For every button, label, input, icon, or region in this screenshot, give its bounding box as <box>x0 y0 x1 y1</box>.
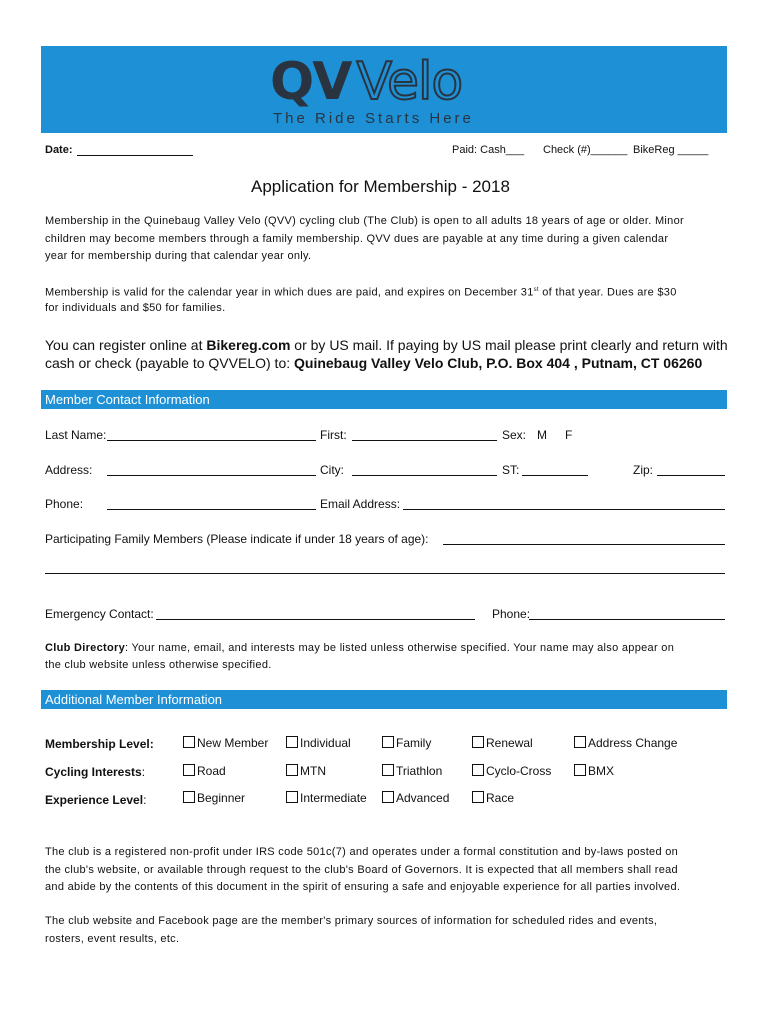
emergency-contact-label: Emergency Contact: <box>45 607 154 621</box>
sex-m-option[interactable]: M <box>537 428 547 442</box>
checkbox[interactable] <box>574 764 586 776</box>
register-line-1: You can register online at Bikereg.com or by US mail. If paying by US mail please print clearly and return with <box>45 337 728 353</box>
first-name-label: First: <box>320 428 347 442</box>
mailing-address: Quinebaug Valley Velo Club, P.O. Box 404 , Putnam, CT 06260 <box>294 355 703 371</box>
email-label: Email Address: <box>320 497 401 511</box>
footer-line-3: and abide by the contents of this document in the spirit of ensuring a safe and enjoyable experience for all parties involved. <box>45 881 681 893</box>
option-beginner[interactable]: Beginner <box>183 791 245 805</box>
emergency-phone-field[interactable] <box>529 619 725 620</box>
footer-line-2: the club's website, or available through request to the club's Board of Governors. It is expected that all members shall read <box>45 864 678 876</box>
membership-level-label: Membership Level: <box>45 737 154 751</box>
checkbox[interactable] <box>183 764 195 776</box>
bikereg: BikeReg _____ <box>633 144 709 156</box>
emergency-contact-field[interactable] <box>156 619 475 620</box>
intro-line-1: Membership in the Quinebaug Valley Velo (QVV) cycling club (The Club) is open to all adults 18 years of age or older. Minor <box>45 215 684 227</box>
checkbox[interactable] <box>183 736 195 748</box>
footer-line-4: The club website and Facebook page are the member's primary sources of information for scheduled rides and events, <box>45 915 658 927</box>
intro-line-3: year for membership during that calendar year only. <box>45 250 312 262</box>
contact-section-header: Member Contact Information <box>41 390 727 409</box>
option-family[interactable]: Family <box>382 736 431 750</box>
first-name-field[interactable] <box>352 440 497 441</box>
family-members-label: Participating Family Members (Please indicate if under 18 years of age): <box>45 532 429 546</box>
checkbox[interactable] <box>574 736 586 748</box>
checkbox[interactable] <box>472 764 484 776</box>
city-field[interactable] <box>352 475 497 476</box>
paid-cash: Paid: Cash___ <box>452 144 525 156</box>
checkbox[interactable] <box>382 764 394 776</box>
page-title: Application for Membership - 2018 <box>251 177 510 196</box>
phone-label: Phone: <box>45 497 84 511</box>
club-directory-line-2: the club website unless otherwise specified. <box>45 659 272 671</box>
option-individual[interactable]: Individual <box>286 736 351 750</box>
sex-label: Sex: <box>502 428 527 442</box>
address-field[interactable] <box>107 475 316 476</box>
option-cyclo-cross[interactable]: Cyclo-Cross <box>472 764 551 778</box>
register-line-2: cash or check (payable to QVVELO) to: Quinebaug Valley Velo Club, P.O. Box 404 , Putnam, CT 06260 <box>45 355 703 371</box>
checkbox[interactable] <box>472 791 484 803</box>
sex-f-option[interactable]: F <box>565 428 573 442</box>
checkbox[interactable] <box>286 791 298 803</box>
option-race[interactable]: Race <box>472 791 514 805</box>
address-label: Address: <box>45 463 93 477</box>
last-name-field[interactable] <box>107 440 316 441</box>
city-label: City: <box>320 463 344 477</box>
checkbox[interactable] <box>472 736 484 748</box>
family-members-field-2[interactable] <box>45 573 725 574</box>
additional-section-header: Additional Member Information <box>41 690 727 709</box>
option-bmx[interactable]: BMX <box>574 764 614 778</box>
option-renewal[interactable]: Renewal <box>472 736 533 750</box>
intro-line-2: children may become members through a family membership. QVV dues are payable at any time during a given calendar <box>45 233 669 245</box>
option-new-member[interactable]: New Member <box>183 736 268 750</box>
checkbox[interactable] <box>382 736 394 748</box>
bikereg-link[interactable]: Bikereg.com <box>206 337 291 353</box>
option-triathlon[interactable]: Triathlon <box>382 764 442 778</box>
cycling-interests-label: Cycling Interests: <box>45 765 146 779</box>
option-address-change[interactable]: Address Change <box>574 736 677 750</box>
phone-field[interactable] <box>107 509 316 510</box>
logo-qv-text: QV <box>270 52 351 112</box>
option-advanced[interactable]: Advanced <box>382 791 449 805</box>
checkbox[interactable] <box>183 791 195 803</box>
zip-field[interactable] <box>657 475 725 476</box>
date-label: Date: <box>45 144 73 156</box>
checkbox[interactable] <box>286 736 298 748</box>
logo-velo-text: Velo <box>356 52 463 112</box>
option-intermediate[interactable]: Intermediate <box>286 791 367 805</box>
state-label: ST: <box>502 463 520 477</box>
state-field[interactable] <box>522 475 588 476</box>
date-field[interactable] <box>77 155 193 156</box>
experience-level-label: Experience Level: <box>45 793 147 807</box>
option-mtn[interactable]: MTN <box>286 764 326 778</box>
footer-line-1: The club is a registered non-profit under IRS code 501c(7) and operates under a formal constitution and by-laws posted on <box>45 846 679 858</box>
email-field[interactable] <box>403 509 725 510</box>
footer-line-5: rosters, event results, etc. <box>45 933 180 945</box>
tagline: The Ride Starts Here <box>273 110 474 127</box>
validity-line-2: for individuals and $50 for families. <box>45 302 226 314</box>
club-directory-line-1: Club Directory: Your name, email, and interests may be listed unless otherwise specified. Your name may also appear on <box>45 642 675 654</box>
family-members-field[interactable] <box>443 544 725 545</box>
last-name-label: Last Name: <box>45 428 107 442</box>
checkbox[interactable] <box>382 791 394 803</box>
option-road[interactable]: Road <box>183 764 226 778</box>
checkbox[interactable] <box>286 764 298 776</box>
check-number: Check (#)______ <box>543 144 628 156</box>
validity-line-1: Membership is valid for the calendar year in which dues are paid, and expires on December 31st of that year. Dues are $30 <box>45 286 677 299</box>
zip-label: Zip: <box>633 463 654 477</box>
emergency-phone-label: Phone: <box>492 607 531 621</box>
qv-velo-logo <box>270 52 462 112</box>
